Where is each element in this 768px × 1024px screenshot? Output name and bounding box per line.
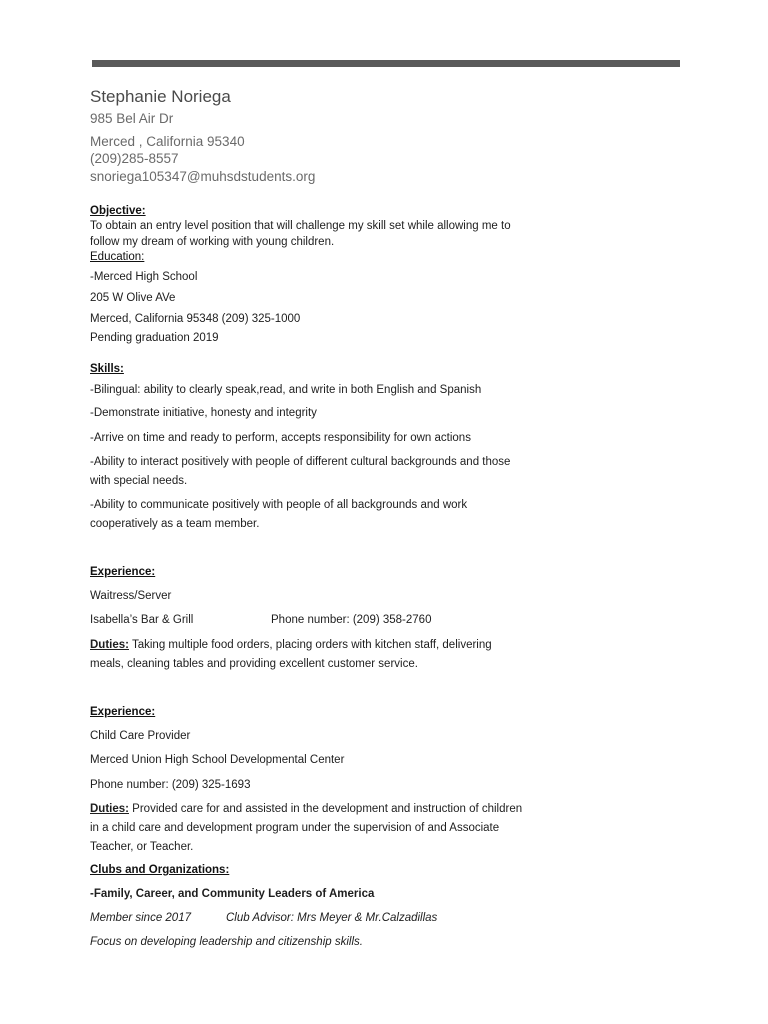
experience-2-duties-line-2: in a child care and development program under the supervision of and Associate (90, 822, 500, 834)
experience-2-phone: Phone number: (209) 325-1693 (90, 779, 251, 791)
applicant-name: Stephanie Noriega (90, 87, 231, 106)
experience-2-title: Child Care Provider (90, 730, 191, 742)
skill-item-interact-line-2: with special needs. (90, 475, 188, 487)
skill-item-punctual: -Arrive on time and ready to perform, accepts responsibility for own actions (90, 432, 471, 444)
education-street: 205 W Olive AVe (90, 292, 176, 304)
skill-item-communicate-line-1: -Ability to communicate positively with people of all backgrounds and work (90, 499, 468, 511)
experience-2-duties-label: Duties: (90, 803, 129, 815)
experience-2-duties-line-1 (90, 803, 522, 815)
objective-text-line-1: To obtain an entry level position that will challenge my skill set while allowing me to (90, 220, 511, 232)
club-advisor: Club Advisor: Mrs Meyer & Mr.Calzadillas (226, 912, 438, 924)
address-line-2: Merced , California 95340 (90, 134, 245, 149)
experience-2-heading: Experience: (90, 706, 156, 718)
address-line-1: 985 Bel Air Dr (90, 111, 174, 126)
experience-1-duties-line-1 (90, 639, 492, 651)
header-rule (92, 60, 680, 67)
education-school: -Merced High School (90, 271, 198, 283)
experience-1-duties-label: Duties: (90, 639, 129, 651)
experience-1-employer-row (90, 614, 610, 626)
education-heading: Education: (90, 251, 145, 263)
experience-1-duties-text-1: Taking multiple food orders, placing orders with kitchen staff, delivering (128, 639, 492, 651)
club-member-since: Member since 2017 (90, 912, 191, 924)
experience-2-employer: Merced Union High School Developmental Center (90, 754, 345, 766)
contact-phone: (209)285-8557 (90, 151, 179, 166)
skills-heading: Skills: (90, 363, 124, 375)
club-membership-row (90, 912, 610, 924)
skill-item-bilingual: -Bilingual: ability to clearly speak,read, and write in both English and Spanish (90, 384, 482, 396)
skill-item-interact-line-1: -Ability to interact positively with people of different cultural backgrounds and those (90, 456, 511, 468)
experience-1-heading: Experience: (90, 566, 156, 578)
club-org-name: -Family, Career, and Community Leaders of America (90, 888, 375, 900)
clubs-heading: Clubs and Organizations: (90, 864, 230, 876)
skill-item-initiative: -Demonstrate initiative, honesty and integrity (90, 407, 317, 419)
skill-item-communicate-line-2: cooperatively as a team member. (90, 518, 260, 530)
objective-heading: Objective: (90, 205, 146, 217)
experience-1-phone: Phone number: (209) 358-2760 (271, 614, 432, 626)
education-city-phone: Merced, California 95348 (209) 325-1000 (90, 313, 301, 325)
contact-email: snoriega105347@muhsdstudents.org (90, 169, 316, 184)
experience-1-title: Waitress/Server (90, 590, 172, 602)
experience-1-employer: Isabella’s Bar & Grill (90, 614, 194, 626)
experience-2-duties-text-1: Provided care for and assisted in the development and instruction of children (128, 803, 523, 815)
objective-text-line-2: follow my dream of working with young children. (90, 236, 335, 248)
education-graduation: Pending graduation 2019 (90, 332, 219, 344)
experience-1-duties-line-2: meals, cleaning tables and providing excellent customer service. (90, 658, 418, 670)
club-focus: Focus on developing leadership and citizenship skills. (90, 936, 363, 948)
experience-2-duties-line-3: Teacher, or Teacher. (90, 841, 194, 853)
